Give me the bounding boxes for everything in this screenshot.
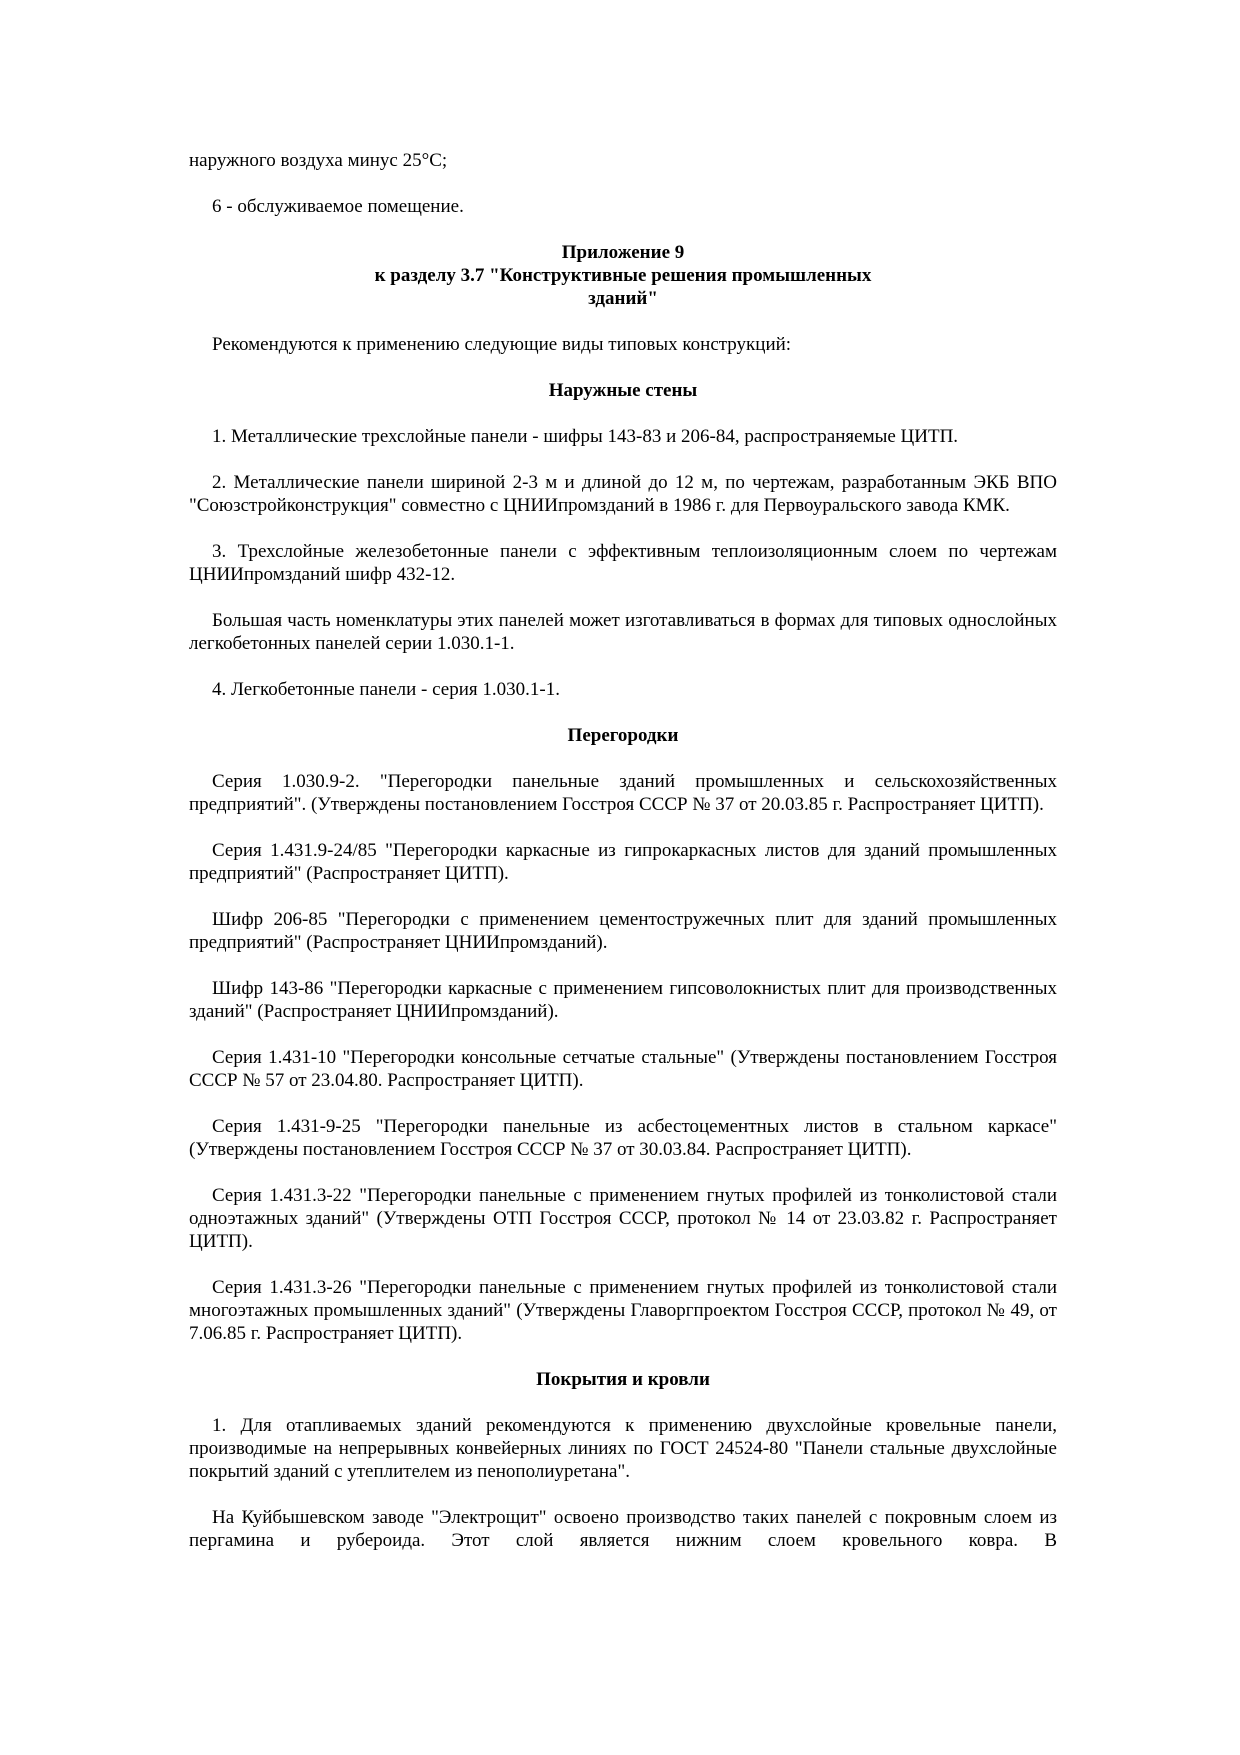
document-page bbox=[189, 149, 1057, 1575]
walls-paragraph-5: 4. Легкобетонные панели - серия 1.030.1-1. bbox=[212, 679, 560, 700]
partition-item: Серия 1.431.3-22 "Перегородки панельные с применением гнутых профилей из тонколистовой стали одноэтажных зданий" (Утверждены ОТП Госстроя СССР, протокол № 14 от 23.03.82 г. Распространяет ЦИТП). bbox=[189, 1185, 1057, 1252]
walls-paragraph-2: 2. Металлические панели шириной 2-3 м и длиной до 12 м, по чертежам, разработанным ЭКБ ВПО "Союзстройконструкция" совместно с ЦНИИпромзданий в 1986 г. для Первоуральского завода КМК. bbox=[189, 472, 1057, 516]
walls-paragraph-4: Большая часть номенклатуры этих панелей может изготавливаться в формах для типовых однослойных легкобетонных панелей серии 1.030.1-1. bbox=[189, 610, 1057, 654]
partition-item: Серия 1.431.9-24/85 "Перегородки каркасные из гипрокаркасных листов для зданий промышленных предприятий" (Распространяет ЦИТП). bbox=[189, 840, 1057, 884]
walls-heading: Наружные стены bbox=[548, 380, 698, 401]
recommend-paragraph: Рекомендуются к применению следующие виды типовых конструкций: bbox=[212, 334, 792, 355]
partition-item: Серия 1.431.3-26 "Перегородки панельные с применением гнутых профилей из тонколистовой стали многоэтажных промышленных зданий" (Утверждены Главоргпроектом Госстроя СССР, протокол № 49, от 7.06.85 г. Распространяет ЦИТП). bbox=[189, 1277, 1057, 1344]
roofs-paragraph-1: 1. Для отапливаемых зданий рекомендуются к применению двухслойные кровельные панели, производимые на непрерывных конвейерных линиях по ГОСТ 24524-80 "Панели стальные двухслойные покрытий зданий с утеплителем из пенополиуретана". bbox=[189, 1415, 1057, 1482]
partition-item: Серия 1.030.9-2. "Перегородки панельные зданий промышленных и сельскохозяйственных предприятий". (Утверждены постановлением Госстроя СССР № 37 от 20.03.85 г. Распространяет ЦИТП). bbox=[189, 771, 1057, 815]
item-6: 6 - обслуживаемое помещение. bbox=[212, 196, 464, 217]
walls-paragraph-1: 1. Металлические трехслойные панели - шифры 143-83 и 206-84, распространяемые ЦИТП. bbox=[212, 426, 959, 447]
partition-item: Серия 1.431-10 "Перегородки консольные сетчатые стальные" (Утверждены постановлением Госстроя СССР № 57 от 23.04.80. Распространяет ЦИТП). bbox=[189, 1047, 1057, 1091]
partition-item: Шифр 143-86 "Перегородки каркасные с применением гипсоволокнистых плит для производственных зданий" (Распространяет ЦНИИпромзданий). bbox=[189, 978, 1057, 1022]
appendix-title bbox=[189, 241, 1057, 310]
appendix-line-2: к разделу 3.7 "Конструктивные решения промышленных bbox=[374, 265, 872, 286]
roofs-heading: Покрытия и кровли bbox=[536, 1369, 710, 1390]
appendix-line-3: зданий" bbox=[588, 288, 658, 309]
partition-item: Шифр 206-85 "Перегородки с применением цементостружечных плит для зданий промышленных предприятий" (Распространяет ЦНИИпромзданий). bbox=[189, 909, 1057, 953]
appendix-line-1: Приложение 9 bbox=[561, 242, 685, 263]
partition-item: Серия 1.431-9-25 "Перегородки панельные из асбестоцементных листов в стальном каркасе" (Утверждены постановлением Госстроя СССР № 37 от 30.03.84. Распространяет ЦИТП). bbox=[189, 1116, 1057, 1160]
partitions-heading: Перегородки bbox=[567, 725, 679, 746]
roofs-paragraph-2: На Куйбышевском заводе "Электрощит" освоено производство таких панелей с покровным слоем из пергамина и рубероида. Этот слой является нижним слоем кровельного ковра. В bbox=[189, 1507, 1057, 1551]
intro-continuation: наружного воздуха минус 25°С; bbox=[189, 150, 448, 171]
walls-paragraph-3: 3. Трехслойные железобетонные панели с эффективным теплоизоляционным слоем по чертежам ЦНИИпромзданий шифр 432-12. bbox=[189, 541, 1057, 585]
